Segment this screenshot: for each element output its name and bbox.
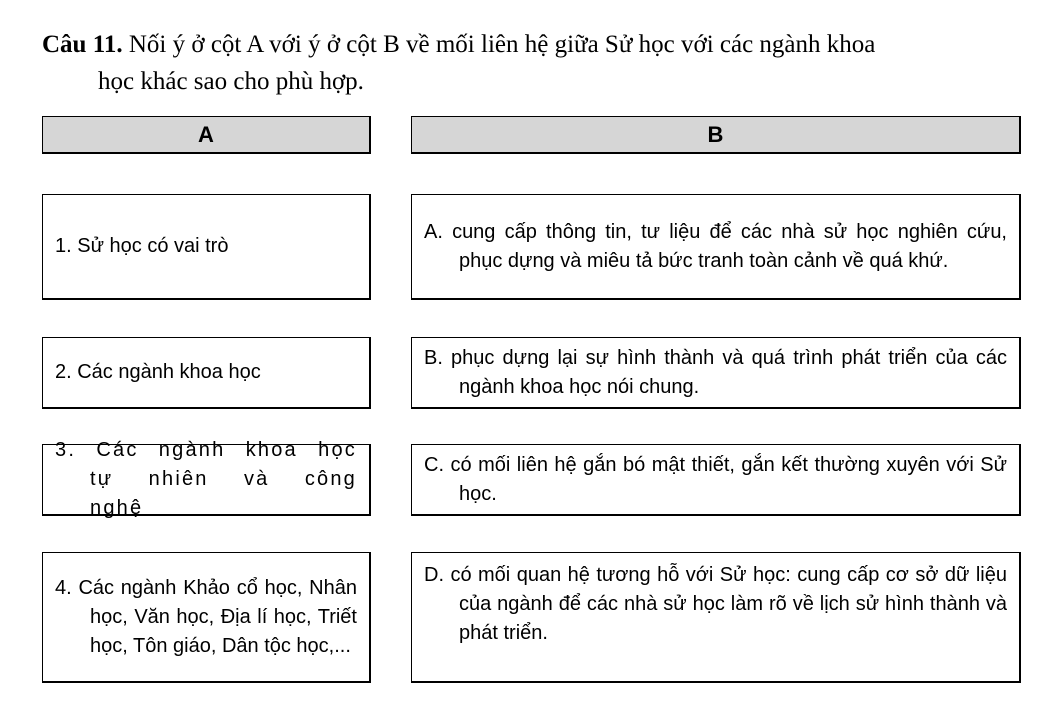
column-a-item-1[interactable] — [42, 194, 371, 300]
column-b-header: B — [411, 116, 1021, 154]
column-b-item-a-text: A. cung cấp thông tin, tư liệu để các nhà sử học nghiên cứu, phục dựng và miêu tả bức tranh toàn cảnh về quá khứ. — [424, 220, 1007, 272]
column-b-item-c[interactable] — [411, 444, 1021, 516]
question-prompt — [42, 26, 1032, 100]
column-b-item-c-text: C. có mối liên hệ gắn bó mật thiết, gắn kết thường xuyên với Sử học. — [424, 453, 1007, 505]
column-b-item-b[interactable] — [411, 337, 1021, 409]
column-b-item-d-text: D. có mối quan hệ tương hỗ với Sử học: cung cấp cơ sở dữ liệu của ngành để các nhà sử học làm rõ về lịch sử hình thành và phát triển. — [424, 564, 1007, 644]
column-b-item-b-text: B. phục dựng lại sự hình thành và quá trình phát triển của các ngành khoa học nói chung. — [424, 346, 1007, 398]
column-a-item-4-text: 4. Các ngành Khảo cổ học, Nhân học, Văn học, Địa lí học, Triết học, Tôn giáo, Dân tộc học,... — [55, 576, 357, 657]
column-a-item-2[interactable] — [42, 337, 371, 409]
column-a-header: A — [42, 116, 371, 154]
column-a-item-2-text: 2. Các ngành khoa học — [55, 361, 261, 383]
question-text-line2: học khác sao cho phù hợp. — [98, 68, 364, 95]
question-text-line1: Nối ý ở cột A với ý ở cột B về mối liên hệ giữa Sử học với các ngành khoa — [122, 31, 876, 58]
question-number: Câu 11. — [42, 31, 123, 58]
column-a-item-3-text: 3. Các ngành khoa học tự nhiên và công nghệ — [55, 439, 357, 519]
column-b-item-d[interactable] — [411, 552, 1021, 683]
column-a-item-4[interactable] — [42, 552, 371, 683]
column-a-item-3[interactable] — [42, 439, 371, 519]
column-b-item-a[interactable] — [411, 194, 1021, 300]
column-a-item-1-text: 1. Sử học có vai trò — [55, 235, 229, 257]
